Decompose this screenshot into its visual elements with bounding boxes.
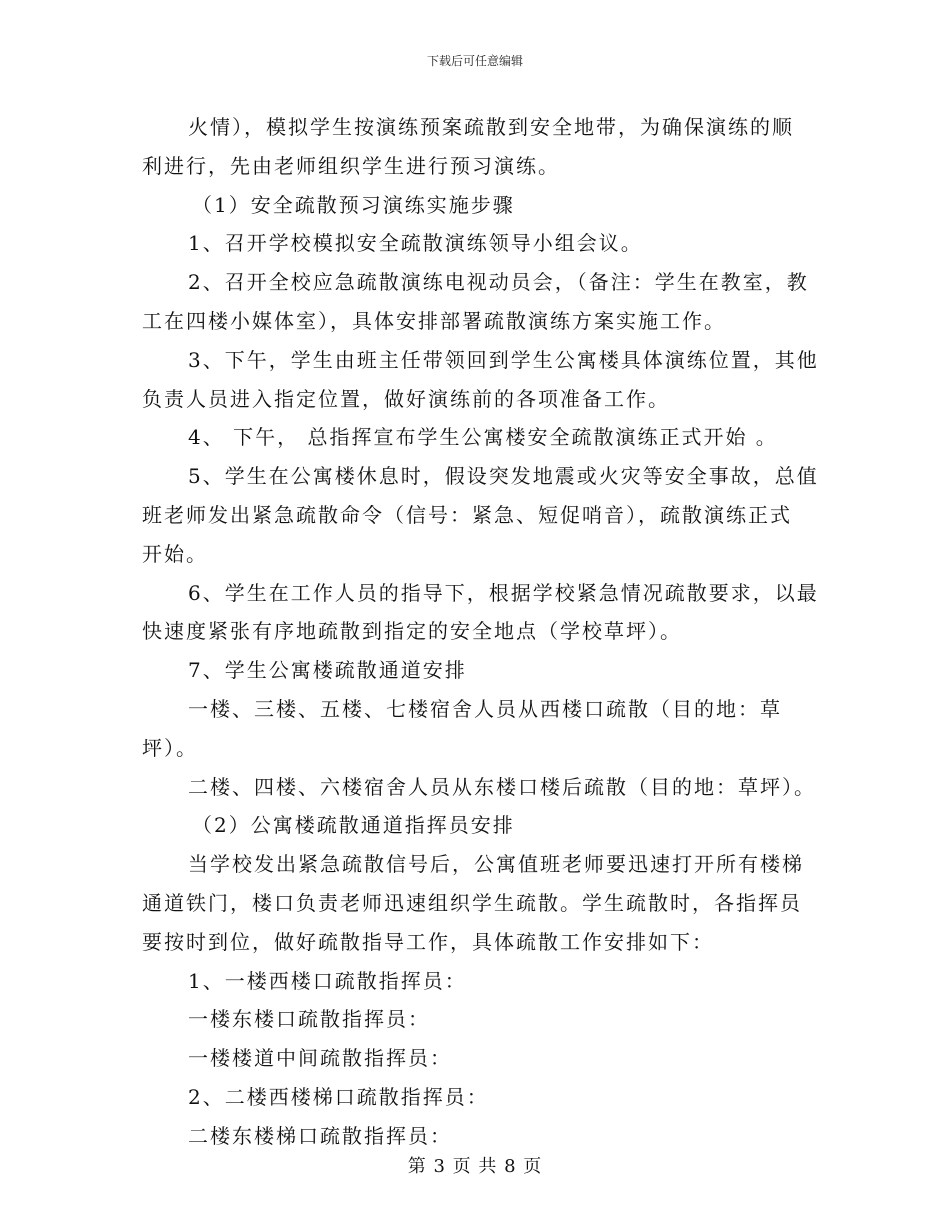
paragraph-line: 2、二楼西楼梯口疏散指挥员： [188, 1084, 489, 1109]
paragraph-line: 一楼东楼口疏散指挥员： [188, 1007, 430, 1032]
paragraph-line: 二楼东楼梯口疏散指挥员： [188, 1123, 452, 1148]
paragraph-line: 班老师发出紧急疏散命令（信号：紧急、短促哨音），疏散演练正式 [142, 502, 792, 527]
section-heading: （2）公寓楼疏散通道指挥员安排 [192, 813, 515, 838]
paragraph-line: 坪）。 [142, 735, 198, 760]
paragraph-line: 2、召开全校应急疏散演练电视动员会，（备注：学生在教室，教 [188, 270, 809, 295]
paragraph-line: 利进行，先由老师组织学生进行预习演练。 [142, 153, 560, 178]
paragraph-line: 火情），模拟学生按演练预案疏散到安全地带，为确保演练的顺 [188, 115, 794, 139]
document-body [142, 108, 819, 1156]
paragraph-line: 工在四楼小媒体室），具体安排部署疏散演练方案实施工作。 [142, 308, 726, 333]
paragraph-line: 二楼、四楼、六楼宿舍人员从东楼口楼后疏散（目的地：草坪）。 [188, 774, 816, 799]
paragraph-line: 开始。 [142, 541, 208, 566]
paragraph-line: 负责人员进入指定位置，做好演练前的各项准备工作。 [142, 386, 670, 411]
paragraph-line: 快速度紧张有序地疏散到指定的安全地点（学校草坪）。 [142, 619, 682, 644]
paragraph-line: 7、学生公寓楼疏散通道安排 [188, 658, 467, 683]
paragraph-line: 1、召开学校模拟安全疏散演练领导小组会议。 [188, 231, 643, 256]
page-header: 下载后可任意编辑 [426, 54, 523, 68]
paragraph-line: 1、一楼西楼口疏散指挥员： [188, 968, 467, 993]
paragraph-line: 6、学生在工作人员的指导下，根据学校紧急情况疏散要求，以最 [188, 580, 819, 605]
paragraph-line: 5、学生在公寓楼休息时，假设突发地震或火灾等安全事故，总值 [188, 464, 819, 489]
page-number: 第 3 页 共 8 页 [407, 1156, 543, 1177]
section-heading: （1）安全疏散预习演练实施步骤 [192, 192, 515, 217]
paragraph-line: 4、 下午， 总指挥宣布学生公寓楼安全疏散演练正式开始 。 [188, 425, 778, 450]
paragraph-line: 一楼楼道中间疏散指挥员： [188, 1046, 452, 1071]
paragraph-line: 一楼、三楼、五楼、七楼宿舍人员从西楼口疏散（目的地：草 [188, 696, 782, 721]
paragraph-line: 当学校发出紧急疏散信号后，公寓值班老师要迅速打开所有楼梯 [188, 852, 804, 877]
paragraph-line: 要按时到位，做好疏散指导工作，具体疏散工作安排如下： [142, 929, 714, 954]
paragraph-line: 3、下午，学生由班主任带领回到学生公寓楼具体演练位置，其他 [188, 347, 819, 372]
paragraph-line: 通道铁门，楼口负责老师迅速组织学生疏散。学生疏散时，各指挥员 [142, 890, 802, 915]
